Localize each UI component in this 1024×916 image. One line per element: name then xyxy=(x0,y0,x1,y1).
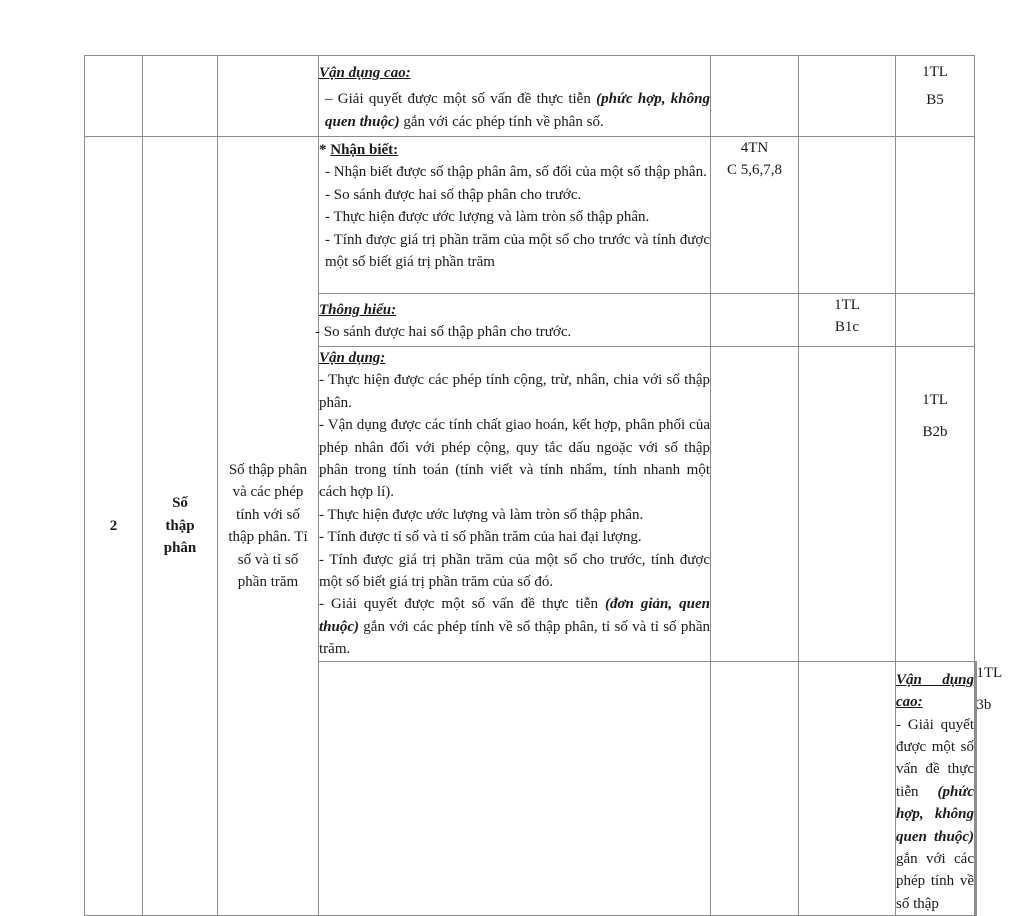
table-row xyxy=(85,56,977,137)
requirement-item: - Tính được tỉ số và tỉ số phần trăm của hai đại lượng. xyxy=(319,529,642,546)
cell-empty xyxy=(896,294,975,347)
level-heading: * Nhận biết: xyxy=(319,142,399,158)
question-ref: B2b xyxy=(922,424,948,441)
question-ref: B1c xyxy=(834,319,860,336)
topic-index: 2 xyxy=(85,137,143,916)
cell-empty xyxy=(85,56,143,137)
requirement-item: - So sánh được hai số thập phân cho trước. xyxy=(315,324,572,341)
count-label: 4TN xyxy=(740,140,769,156)
cell-empty xyxy=(711,661,799,915)
requirement-cell xyxy=(319,56,711,137)
requirement-item: - Nhận biết được số thập phân âm, số đối của một số thập phân. xyxy=(325,164,707,181)
spec-matrix-table xyxy=(84,55,1003,916)
cell-empty xyxy=(799,347,896,662)
requirement-text: – Giải quyết được một số vấn đề thực tiễn (phức hợp, không quen thuộc) gắn với các phép tính về phân số. xyxy=(325,91,710,130)
count-label: 1TL xyxy=(922,392,948,408)
requirement-cell xyxy=(319,137,711,294)
question-count-cell xyxy=(799,294,896,347)
question-count-cell xyxy=(896,347,975,662)
requirement-item: - Thực hiện được ước lượng và làm tròn số thập phân. xyxy=(325,209,650,226)
requirement-item: - Thực hiện được các phép tính cộng, trừ, nhân, chia với số thập phân. xyxy=(319,372,710,411)
requirement-item: - Vận dụng được các tính chất giao hoán, kết hợp, phân phối của phép nhân đối với phép cộng, quy tắc dấu ngoặc với số thập phân trong tính toán (tính viết và tính nhẩm, tính nhanh một cách hợp lí). xyxy=(319,417,710,501)
cell-empty xyxy=(711,294,799,347)
count-label: 1TL xyxy=(834,297,860,313)
table-row xyxy=(85,137,977,294)
requirement-text: - Giải quyết được một số vấn đề thực tiễn (phức hợp, không quen thuộc) gắn với các phép tính về số thập xyxy=(896,716,974,912)
requirement-item: - Giải quyết được một số vấn đề thực tiễn (đơn giản, quen thuộc) gắn với các phép tính về số thập phân, tỉ số và tỉ số phần trăm. xyxy=(319,596,710,658)
cell-empty xyxy=(799,661,896,915)
cell-empty xyxy=(143,56,218,137)
requirement-cell xyxy=(319,347,711,662)
level-heading: Thông hiểu: xyxy=(319,302,397,318)
count-label: 1TL xyxy=(922,64,948,80)
cell-empty xyxy=(218,56,319,137)
level-heading: Vận dụng cao: xyxy=(319,65,411,81)
requirement-item: - Tính được giá trị phần trăm của một số cho trước và tính được một số biết giá trị phần trăm xyxy=(325,231,710,271)
question-count-cell xyxy=(896,56,975,137)
level-heading: Vận dụng: xyxy=(319,350,386,366)
question-ref: C 5,6,7,8 xyxy=(726,162,782,179)
question-count-cell xyxy=(711,137,799,294)
requirement-item: - Tính được giá trị phần trăm của một số cho trước, tính được một số biết giá trị phần trăm của số đó. xyxy=(319,551,710,591)
topic-name: Số thập phân xyxy=(143,137,218,916)
unit-content: Số thập phân và các phép tính với số thập phân. Tỉ số và tỉ số phần trăm xyxy=(218,137,319,916)
cell-empty xyxy=(711,347,799,662)
cell-empty xyxy=(799,137,896,294)
level-heading: Vận dụng cao: xyxy=(896,671,974,711)
requirement-item: - So sánh được hai số thập phân cho trước. xyxy=(325,186,582,203)
cell-empty xyxy=(711,56,799,137)
requirement-item: - Thực hiện được ước lượng và làm tròn số thập phân. xyxy=(319,506,644,523)
question-ref: B5 xyxy=(926,92,944,109)
cell-empty xyxy=(799,56,896,137)
question-count-cell: 1TL 3b xyxy=(976,664,1003,714)
cell-empty xyxy=(896,137,975,294)
cell-empty xyxy=(319,661,711,915)
requirement-cell xyxy=(315,294,711,347)
